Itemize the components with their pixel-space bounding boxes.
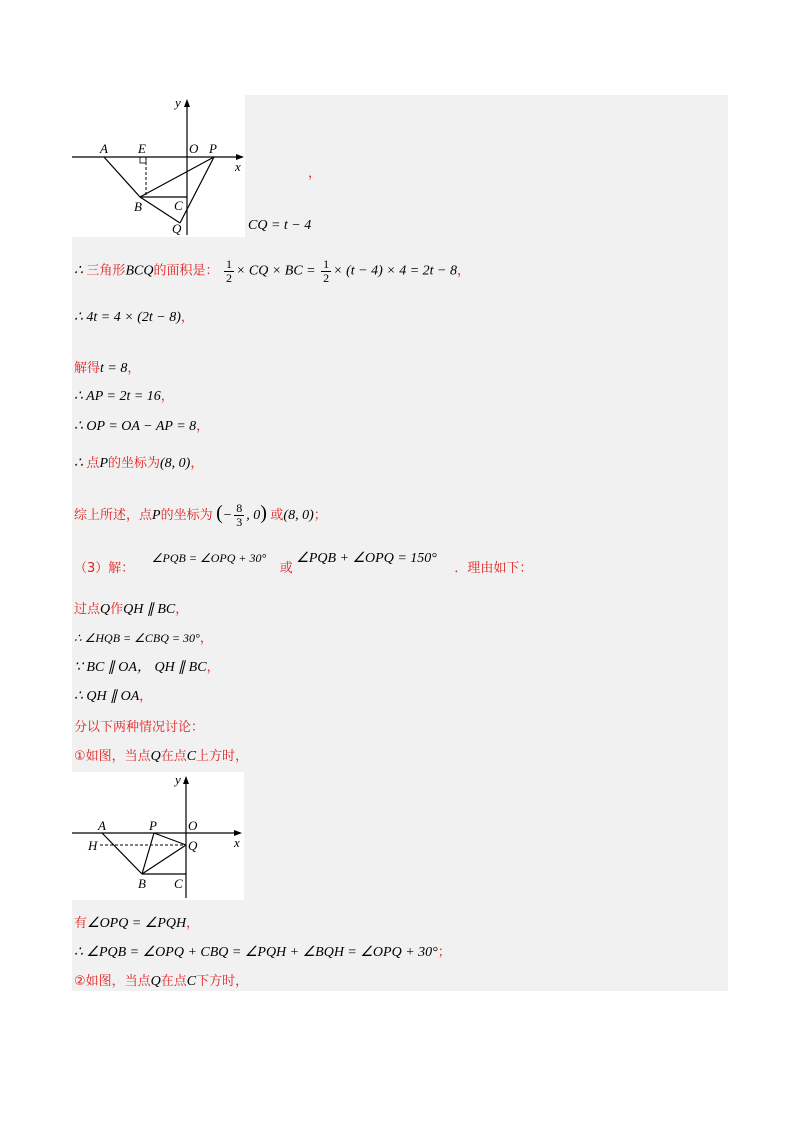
because-line: ∵ BC ∥ OA， QH ∥ BC， — [74, 660, 220, 675]
fig1-label-q: Q — [172, 221, 182, 236]
fig1-label-y: y — [175, 95, 181, 110]
case1-line: ①如图，当点Q在点C上方时， — [74, 749, 249, 764]
op-line: ∴ OP = OA − AP = 8， — [74, 419, 210, 434]
figure-1-svg — [72, 95, 245, 237]
coord-p-line: ∴ 点P的坐标为(8, 0)， — [74, 456, 204, 471]
fig2-label-p: P — [149, 818, 157, 833]
fig1-label-b: B — [134, 199, 142, 214]
fig2-label-x: x — [234, 835, 240, 850]
fig1-label-o: O — [189, 141, 199, 156]
draw-line: 过点Q作QH ∥ BC， — [74, 602, 189, 617]
cq-expr: CQ = t − 4 — [248, 218, 312, 233]
qh-oa-line: ∴ QH ∥ OA， — [74, 689, 153, 704]
figure-2 — [72, 772, 244, 900]
summary-line: 综上所述，点P的坐标为 (− $\frac{8}{3}$ , 0) 或(8, 0)； — [74, 501, 327, 530]
eq-4t-line: ∴ 4t = 4 × (2t − 8)， — [74, 310, 194, 325]
hqb-line: ∴ ∠HQB = ∠CBQ = 30°， — [74, 631, 213, 646]
have-line: 有∠OPQ = ∠PQH， — [74, 916, 200, 931]
fig2-label-y: y — [175, 772, 181, 787]
case2-line: ②如图，当点Q在点C下方时， — [74, 974, 249, 989]
ap-line: ∴ AP = 2t = 16， — [74, 389, 174, 404]
fig2-label-o: O — [188, 818, 198, 833]
part3-line: （3）解： ∠PQB = ∠OPQ + 30° 或 ∠PQB + ∠OPQ = 150° ．理由如下： — [74, 551, 533, 576]
frac-half-1: $\frac{1}{2}$ — [225, 257, 232, 285]
comma-red: ， — [308, 166, 322, 181]
area-line: ∴ 三角形BCQ的面积是： $\frac{1}{2}$ × CQ × BC = $\frac{1}{2}$ × (t − 4) × 4 = 2t − 8， — [74, 257, 470, 285]
fig2-label-h: H — [88, 838, 98, 853]
solve-line: 解得t = 8， — [74, 361, 141, 376]
fig1-label-p: P — [209, 141, 217, 156]
figure-2-svg — [72, 772, 244, 900]
frac-half-2: $\frac{1}{2}$ — [323, 257, 330, 285]
fig1-label-e: E — [138, 141, 146, 156]
fig2-label-b: B — [138, 876, 146, 891]
fig2-label-c: C — [174, 876, 183, 891]
figure-1 — [72, 95, 245, 237]
chain-line: ∴ ∠PQB = ∠OPQ + CBQ = ∠PQH + ∠BQH = ∠OPQ + 30°； — [74, 945, 451, 960]
fig1-label-a: A — [100, 141, 108, 156]
cases-line: 分以下两种情况讨论： — [74, 720, 205, 735]
frac-eight-thirds: $\frac{8}{3}$ — [236, 501, 243, 530]
fig2-label-q: Q — [188, 838, 198, 853]
fig1-label-x: x — [235, 159, 241, 174]
fig1-label-c: C — [174, 198, 183, 213]
fig2-label-a: A — [98, 818, 106, 833]
